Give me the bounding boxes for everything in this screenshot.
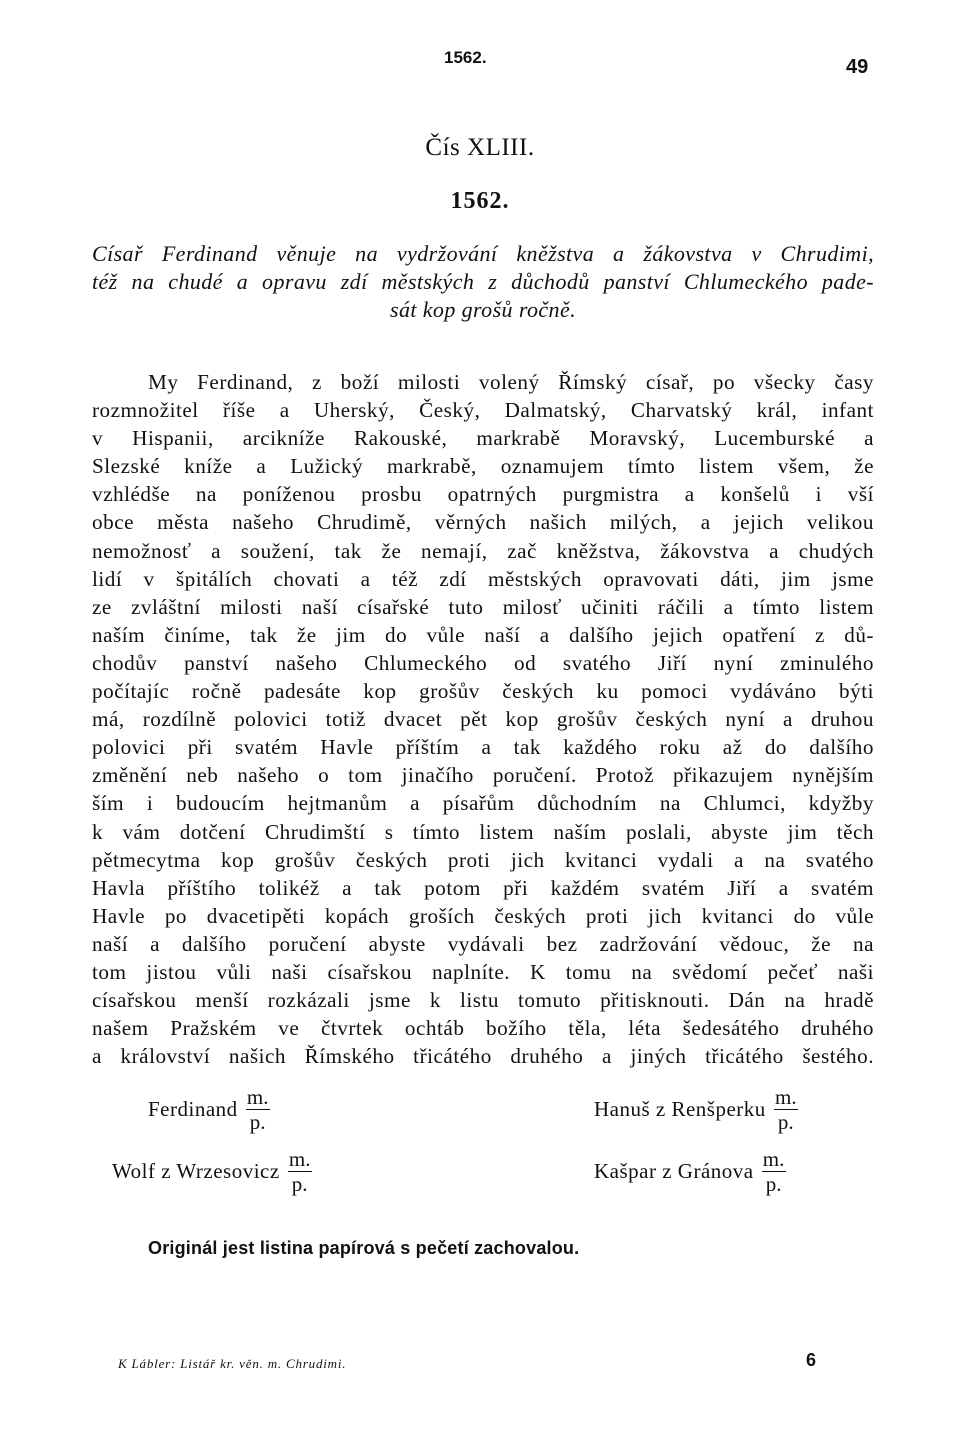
signature-hanus	[594, 1086, 798, 1133]
text-line: má, rozdílně polovici totiž dvacet pět kop grošův českých nyní a druhou	[92, 707, 874, 732]
running-header-year: 1562.	[444, 48, 487, 67]
mp-bottom: p.	[291, 1172, 308, 1196]
text-line: lidí v špitálích chovati a též zdí městských opravovati dáti, jim jsme	[92, 566, 874, 591]
text-line: ze zvláštní milosti naší císařské tuto milosť učiniti ráčili a tímto listem	[92, 594, 874, 619]
regest-line: sát kop grošů ročně.	[389, 297, 577, 322]
regest-line: též na chudé a opravu zdí městských z důchodů panství Chlumeckého pade-	[92, 269, 874, 294]
text-line: ším i budoucím hejtmanům a písařům důchodním na Chlumci, kdyžby	[92, 791, 874, 816]
manu-propria-mark	[762, 1148, 786, 1195]
text-line: císařskou menší rozkázali jsme k listu tomuto přitisknouti. Dán na hradě	[92, 988, 874, 1013]
text-line: tom jistou vůli naši císařskou naplníte. K tomu na svědomí pečeť naši	[92, 959, 874, 984]
text-line: k vám dotčení Chrudimští s tímto listem naším poslali, abyste jim těch	[92, 819, 874, 844]
signature-kaspar	[594, 1148, 786, 1195]
text-line: vzhlédše na poníženou prosbu opatrných purgmistra a konšelů i vší	[92, 482, 874, 507]
mp-top: m.	[246, 1085, 269, 1109]
mp-top: m.	[288, 1147, 311, 1171]
text-line: rozmnožitel říše a Uherský, Český, Dalmatský, Charvatský král, infant	[92, 398, 874, 423]
signatory-name: Wolf z Wrzesovicz	[112, 1159, 280, 1183]
signatory-name: Hanuš z Renšperku	[594, 1097, 766, 1121]
mp-bottom: p.	[777, 1110, 794, 1134]
text-line: změnění neb našeho o tom jinačího poručení. Protož přikazujem nynějším	[92, 763, 874, 788]
charter-text	[92, 368, 874, 1070]
manu-propria-mark	[288, 1148, 312, 1195]
printer-signature-mark: 6	[806, 1350, 817, 1370]
text-line: chodův panství našeho Chlumeckého od svatého Jiří nyní zminulého	[92, 650, 874, 675]
signature-wolf	[112, 1148, 312, 1195]
text-line: a království našich Římského třicátého druhého a jiných třicátého šestého.	[92, 1044, 874, 1069]
text-line: počítajíc ročně padesáte kop grošův českých ku pomoci vydáváno býti	[92, 679, 874, 704]
page-number: 49	[846, 56, 869, 78]
text-line: Havla příštího tolikéž a tak potom při každém svatém Jiří a svatém	[92, 875, 874, 900]
text-line: obce města našeho Chrudimě, věrných našich milých, a jejich velikou	[92, 510, 874, 535]
text-line: nemožnosť a soužení, tak že nemají, zač kněžstva, žákovstva a chudých	[92, 538, 874, 563]
document-number: Čís XLIII.	[425, 134, 535, 161]
text-line: pětmecytma kop grošův českých proti jich kvitanci vydali a na svatého	[92, 847, 874, 872]
text-line: Havle po dvacetipěti kopách groších českých proti jich kvitanci do vůle	[92, 903, 874, 928]
signatory-name: Ferdinand	[148, 1097, 238, 1121]
text-line: naším činíme, tak že jim do vůle naší a dalšího jejich opatření z dů-	[92, 622, 874, 647]
footer-citation: K Lábler: Listář kr. věn. m. Chrudimi.	[118, 1356, 347, 1371]
text-line: Slezské kníže a Lužický markrabě, oznamujem tímto listem všem, že	[92, 454, 874, 479]
mp-top: m.	[762, 1147, 785, 1171]
signatory-name: Kašpar z Gránova	[594, 1159, 754, 1183]
signature-ferdinand	[148, 1086, 270, 1133]
text-line: polovici při svatém Havle příštím a tak každého roku až do dalšího	[92, 735, 874, 760]
mp-bottom: p.	[249, 1110, 266, 1134]
manu-propria-mark	[246, 1086, 270, 1133]
source-note: Originál jest listina papírová s pečetí zachovalou.	[148, 1238, 580, 1258]
text-line: naší a dalšího poručení abyste vydávali bez zadržování vědouc, že na	[92, 931, 874, 956]
manu-propria-mark	[774, 1086, 798, 1133]
regest-line: Císař Ferdinand věnuje na vydržování kněžstva a žákovstva v Chrudimi,	[92, 241, 874, 266]
regest	[92, 240, 874, 324]
mp-bottom: p.	[765, 1172, 782, 1196]
text-line: našem Pražském ve čtvrtek ochtáb božího těla, léta šedesátého druhého	[92, 1016, 874, 1041]
document-year: 1562.	[450, 188, 510, 214]
text-line: My Ferdinand, z boží milosti volený Římský císař, po všecky časy	[148, 370, 874, 394]
text-line: v Hispanii, arcikníže Rakouské, markrabě Moravský, Lucemburské a	[92, 426, 874, 451]
mp-top: m.	[775, 1085, 797, 1109]
